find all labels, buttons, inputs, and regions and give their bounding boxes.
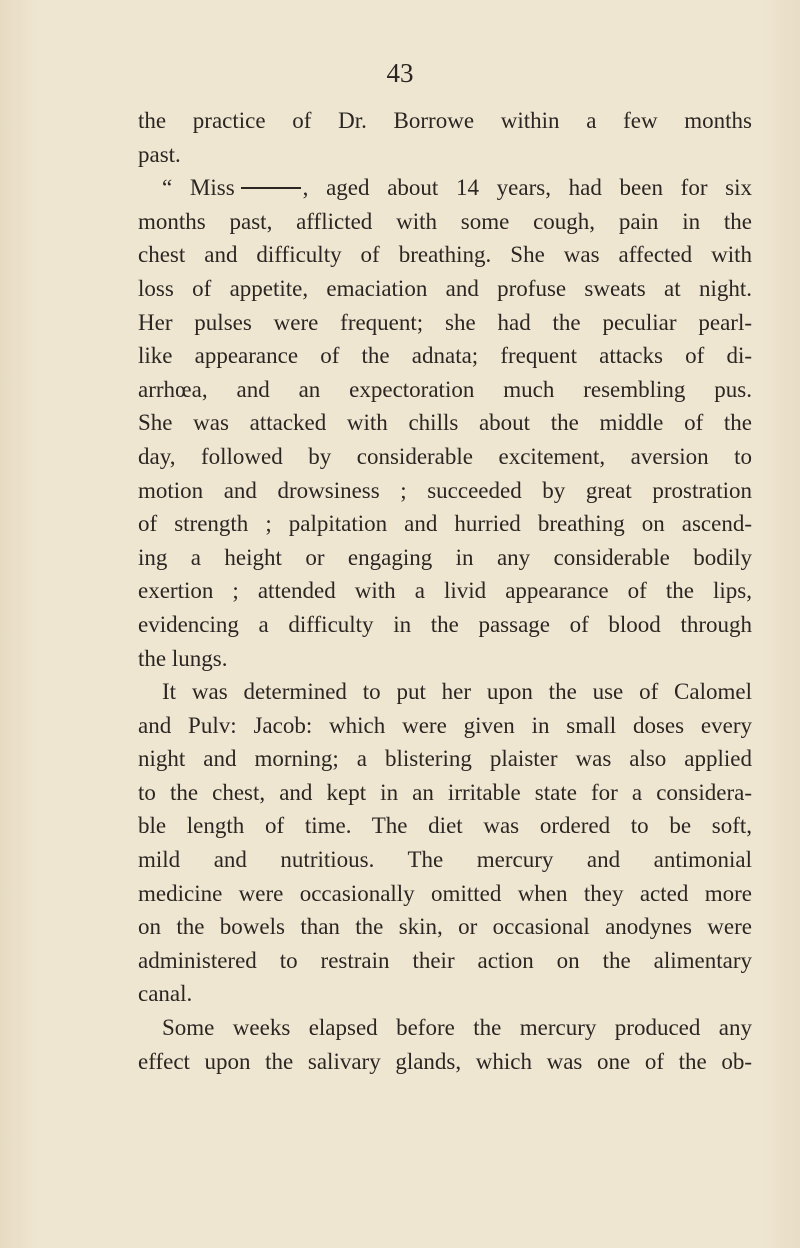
text-line-13: of strength ; palpitation and hurried breathing on ascend- <box>138 511 752 537</box>
text-line-17: the lungs. <box>138 645 228 671</box>
text-line-11: day, followed by considerable excitement, aversion to <box>138 443 752 469</box>
page-number: 43 <box>386 58 414 88</box>
text-line-28: Some weeks elapsed before the mercury produced any <box>162 1015 752 1041</box>
text-line-7: Her pulses were frequent; she had the peculiar pearl- <box>138 309 752 335</box>
text-line-4: months past, afflicted with some cough, pain in the <box>138 208 752 234</box>
text-line-12: motion and drowsiness ; succeeded by great prostration <box>138 477 752 503</box>
text-line-23: mild and nutritious. The mercury and antimonial <box>138 847 752 873</box>
text-line-15: exertion ; attended with a livid appearance of the lips, <box>138 578 752 604</box>
text-line-29: effect upon the salivary glands, which was one of the ob- <box>138 1048 752 1074</box>
text-line-18: It was determined to put her upon the use of Calomel <box>162 679 752 705</box>
text-line-9: arrhœa, and an expectoration much resembling pus. <box>138 376 752 402</box>
text-line-26: administered to restrain their action on the alimentary <box>138 947 752 973</box>
text-line-10: She was attacked with chills about the middle of the <box>138 410 752 436</box>
text-line-6: loss of appetite, emaciation and profuse sweats at night. <box>138 275 752 301</box>
text-line-24: medicine were occasionally omitted when they acted more <box>138 880 752 906</box>
text-line-19: and Pulv: Jacob: which were given in small doses every <box>138 712 752 738</box>
text-line-16: evidencing a difficulty in the passage of blood through <box>138 611 752 637</box>
text-line-5: chest and difficulty of breathing. She was affected with <box>138 242 752 268</box>
text-line-25: on the bowels than the skin, or occasional anodynes were <box>138 914 752 940</box>
miss-line-rest: , aged about 14 years, had been for six <box>302 175 752 201</box>
text-line-27: canal. <box>138 981 193 1007</box>
text-line-3 <box>138 171 752 205</box>
text-line-8: like appearance of the adnata; frequent attacks of di- <box>138 343 752 369</box>
name-redaction-dash <box>241 187 301 189</box>
text-line-21: to the chest, and kept in an irritable state for a considera- <box>138 779 752 805</box>
text-line-2: past. <box>138 141 181 167</box>
text-line-1: the practice of Dr. Borrowe within a few months <box>138 108 752 133</box>
text-line-20: night and morning; a blistering plaister was also applied <box>138 746 752 772</box>
body-text <box>138 104 752 1078</box>
text-line-22: ble length of time. The diet was ordered to be soft, <box>138 813 752 839</box>
miss-label: “ Miss <box>162 175 235 201</box>
text-line-14: ing a height or engaging in any considerable bodily <box>138 544 752 570</box>
